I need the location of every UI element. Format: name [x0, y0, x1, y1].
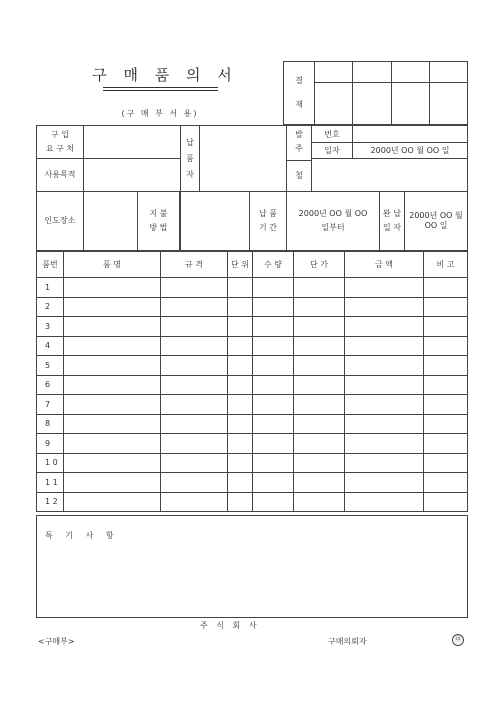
- item-number: 2: [37, 297, 64, 317]
- table-row: [37, 473, 468, 493]
- col-header-quantity: 수 량: [253, 252, 294, 278]
- item-cell[interactable]: [228, 336, 253, 356]
- item-cell[interactable]: [424, 473, 468, 493]
- item-cell[interactable]: [345, 336, 424, 356]
- item-cell[interactable]: [345, 473, 424, 493]
- item-cell[interactable]: [253, 336, 294, 356]
- item-cell[interactable]: [161, 278, 228, 298]
- item-cell[interactable]: [294, 356, 345, 376]
- table-row: [37, 336, 468, 356]
- item-number: 1: [37, 278, 64, 298]
- item-cell[interactable]: [294, 453, 345, 473]
- item-cell[interactable]: [161, 473, 228, 493]
- payment-cell: [84, 192, 181, 251]
- item-cell[interactable]: [161, 414, 228, 434]
- col-header-remarks: 비 고: [424, 252, 468, 278]
- requester-field[interactable]: [84, 126, 181, 159]
- table-row: [37, 375, 468, 395]
- item-cell[interactable]: [64, 453, 161, 473]
- item-cell[interactable]: [424, 453, 468, 473]
- col-header-name: 품 명: [64, 252, 161, 278]
- item-cell[interactable]: [345, 395, 424, 415]
- approval-cell[interactable]: [391, 62, 429, 83]
- item-cell[interactable]: [345, 375, 424, 395]
- item-cell[interactable]: [424, 356, 468, 376]
- item-cell[interactable]: [345, 278, 424, 298]
- item-cell[interactable]: [161, 434, 228, 454]
- order-number-date-field[interactable]: 2000년 OO 월 OO 일: [353, 126, 468, 159]
- title-underline: [103, 87, 218, 88]
- item-cell[interactable]: [294, 473, 345, 493]
- item-cell[interactable]: [253, 492, 294, 512]
- item-number: 3: [37, 317, 64, 337]
- item-cell[interactable]: [294, 395, 345, 415]
- item-cell[interactable]: [64, 434, 161, 454]
- payment-label: 지 불 방 법: [137, 192, 179, 250]
- item-cell[interactable]: [228, 297, 253, 317]
- item-cell[interactable]: [424, 492, 468, 512]
- title-underline: [103, 90, 218, 91]
- item-cell[interactable]: [424, 375, 468, 395]
- table-row: [37, 434, 468, 454]
- request-info-table: [36, 125, 468, 251]
- item-number: 7: [37, 395, 64, 415]
- item-cell[interactable]: [228, 492, 253, 512]
- approval-sign-cell[interactable]: [391, 83, 429, 125]
- col-header-amount: 금 액: [345, 252, 424, 278]
- col-header-unit-price: 단 가: [294, 252, 345, 278]
- purpose-field[interactable]: [84, 159, 181, 192]
- item-cell[interactable]: [228, 375, 253, 395]
- item-cell[interactable]: [64, 356, 161, 376]
- col-header-spec: 규 격: [161, 252, 228, 278]
- period-completion-area: [287, 192, 468, 251]
- item-cell[interactable]: [424, 395, 468, 415]
- item-cell[interactable]: [253, 395, 294, 415]
- table-row: [37, 453, 468, 473]
- table-row: [37, 414, 468, 434]
- item-rows: [37, 278, 468, 512]
- item-cell[interactable]: [228, 356, 253, 376]
- approval-cell[interactable]: [429, 62, 467, 83]
- item-cell[interactable]: [424, 317, 468, 337]
- payment-method-field[interactable]: [181, 192, 250, 250]
- item-cell[interactable]: [161, 375, 228, 395]
- document-subtitle: (구 매 부 서 용): [121, 109, 199, 118]
- approval-sign-cell[interactable]: [353, 83, 391, 125]
- item-cell[interactable]: [64, 414, 161, 434]
- item-cell[interactable]: [294, 278, 345, 298]
- item-number: 9: [37, 434, 64, 454]
- item-number: 5: [37, 356, 64, 376]
- item-cell[interactable]: [228, 434, 253, 454]
- col-header-unit: 단 위: [228, 252, 253, 278]
- cheol-field[interactable]: [312, 159, 468, 192]
- table-row: [37, 356, 468, 376]
- approval-cell[interactable]: [315, 62, 353, 83]
- item-cell[interactable]: [253, 317, 294, 337]
- item-cell[interactable]: [64, 317, 161, 337]
- item-cell[interactable]: [253, 297, 294, 317]
- item-cell[interactable]: [294, 492, 345, 512]
- purpose-label: 사용목적: [37, 159, 84, 192]
- item-cell[interactable]: [253, 356, 294, 376]
- item-cell[interactable]: [161, 356, 228, 376]
- table-row: [37, 492, 468, 512]
- requester-label: 구 입 요 구 처: [37, 126, 84, 159]
- approval-sign-cell[interactable]: [429, 83, 467, 125]
- delivery-place-field[interactable]: [84, 192, 137, 250]
- item-cell[interactable]: [345, 317, 424, 337]
- item-cell[interactable]: [161, 492, 228, 512]
- item-number: 6: [37, 375, 64, 395]
- supplier-field[interactable]: [200, 126, 287, 192]
- table-row: [37, 297, 468, 317]
- seal-icon: ㊞: [452, 634, 464, 646]
- table-row: [37, 278, 468, 298]
- supplier-label: 납 품 자: [181, 126, 200, 192]
- approval-sign-cell[interactable]: [315, 83, 353, 125]
- item-cell[interactable]: [294, 317, 345, 337]
- document-title: 구 매 품 의 서: [92, 66, 238, 84]
- item-cell[interactable]: [228, 278, 253, 298]
- company-name: 주 식 회 사: [200, 621, 260, 630]
- item-cell[interactable]: [228, 395, 253, 415]
- delivery-period-field[interactable]: 2000년 OO 월 OO 일부터: [287, 192, 380, 250]
- items-table: [36, 251, 468, 512]
- item-cell[interactable]: [294, 336, 345, 356]
- item-number: 8: [37, 414, 64, 434]
- item-cell[interactable]: [424, 414, 468, 434]
- item-cell[interactable]: [161, 336, 228, 356]
- footer-department: <구매부>: [38, 637, 75, 646]
- item-cell[interactable]: [253, 414, 294, 434]
- approval-table: [283, 61, 468, 125]
- item-cell[interactable]: [294, 434, 345, 454]
- item-cell[interactable]: [424, 278, 468, 298]
- item-number: 4: [37, 336, 64, 356]
- delivery-period-label: 납 품 기 간: [259, 209, 277, 232]
- table-row: [37, 395, 468, 415]
- item-cell[interactable]: [345, 356, 424, 376]
- approval-cell[interactable]: [353, 62, 391, 83]
- item-cell[interactable]: [161, 395, 228, 415]
- item-cell[interactable]: [64, 278, 161, 298]
- item-cell[interactable]: [424, 297, 468, 317]
- item-cell[interactable]: [253, 434, 294, 454]
- item-cell[interactable]: [345, 434, 424, 454]
- notes-label: 특 기 사 항: [45, 531, 119, 540]
- item-cell[interactable]: [253, 375, 294, 395]
- item-cell[interactable]: [345, 453, 424, 473]
- item-cell[interactable]: [424, 336, 468, 356]
- delivery-place-label: 인도장소: [37, 192, 84, 251]
- item-cell[interactable]: [253, 473, 294, 493]
- item-cell[interactable]: [345, 414, 424, 434]
- item-cell[interactable]: [228, 473, 253, 493]
- item-cell[interactable]: [253, 278, 294, 298]
- item-cell[interactable]: [64, 336, 161, 356]
- table-row: [37, 317, 468, 337]
- notes-box[interactable]: [36, 515, 468, 618]
- item-cell[interactable]: [161, 317, 228, 337]
- item-cell[interactable]: [294, 375, 345, 395]
- item-cell[interactable]: [345, 492, 424, 512]
- item-cell[interactable]: [161, 297, 228, 317]
- item-cell[interactable]: [228, 414, 253, 434]
- item-number: 1 0: [37, 453, 64, 473]
- item-cell[interactable]: [64, 395, 161, 415]
- item-cell[interactable]: [64, 492, 161, 512]
- order-label: 발 주 철: [287, 126, 312, 192]
- item-number: 1 2: [37, 492, 64, 512]
- item-cell[interactable]: [64, 375, 161, 395]
- completion-date-field[interactable]: 2000년 OO 월 OO 일: [409, 211, 463, 230]
- item-number: 1 1: [37, 473, 64, 493]
- item-cell[interactable]: [228, 453, 253, 473]
- item-cell[interactable]: [64, 297, 161, 317]
- col-header-item-no: 품번: [37, 252, 64, 278]
- footer-requester: 구매의뢰자: [328, 637, 367, 646]
- item-cell[interactable]: [161, 453, 228, 473]
- completion-label: 완 납 일 자: [380, 192, 405, 250]
- order-number-label: 번호 일자: [312, 126, 353, 159]
- approval-label: 결 재: [284, 62, 315, 125]
- item-cell[interactable]: [294, 414, 345, 434]
- item-cell[interactable]: [64, 473, 161, 493]
- payment-method-area: [181, 192, 287, 251]
- item-cell[interactable]: [253, 453, 294, 473]
- item-cell[interactable]: [424, 434, 468, 454]
- item-cell[interactable]: [228, 317, 253, 337]
- item-cell[interactable]: [294, 297, 345, 317]
- item-cell[interactable]: [345, 297, 424, 317]
